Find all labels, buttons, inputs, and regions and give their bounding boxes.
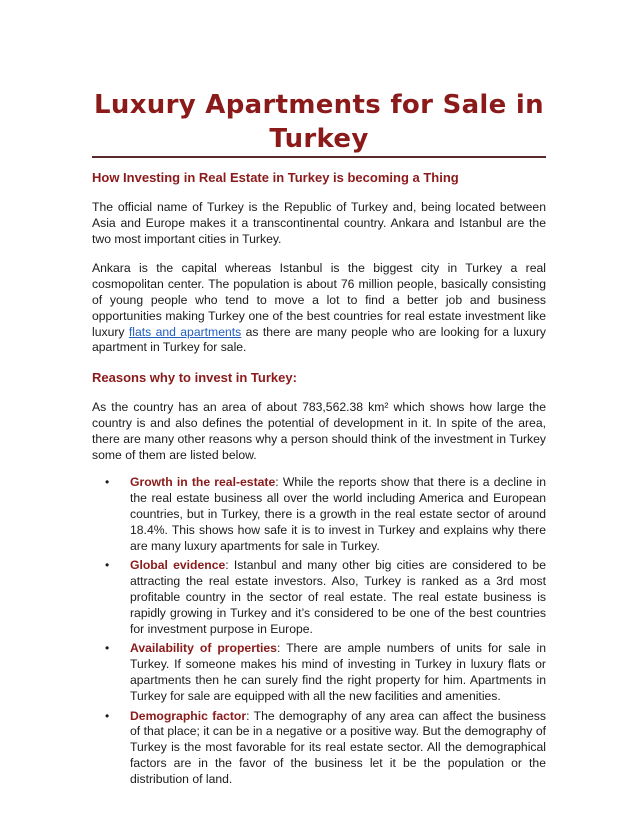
paragraph-cities-text-end: as there are many people who are looking for a luxury apartment in Turkey for sale. (92, 324, 546, 355)
list-item-text: : While the reports show that there is a decline in the real estate business all over the world including America and European countries, but in Turkey, there is a growth in the real estate sector of around 18.4%. This shows how safe it is to invest in Turkey and explains why there are many luxury apartments for sale in Turkey. (130, 475, 546, 553)
paragraph-cities-text: Ankara is the capital whereas Istanbul is the biggest city in Turkey a real cosmopolitan center. The population is about 76 million people, basically consisting of young people who tend to move a lot to find a better job and business opportunities making Turkey one of the best countries for real estate investment like luxury (92, 261, 546, 339)
paragraph-area: As the country has an area of about 783,562.38 km² which shows how large the country is and also defines the potential of development in it. In spite of the area, there are many other reasons why a person should think of the investment in Turkey some of them are listed below. (92, 400, 546, 462)
bullet-icon: • (105, 475, 110, 490)
section-heading-reasons: Reasons why to invest in Turkey: (92, 370, 297, 386)
document-title: Luxury Apartments for Sale in Turkey (94, 90, 544, 154)
list-item-term: Availability of properties (130, 641, 277, 656)
bullet-icon: • (105, 558, 110, 573)
list-item (105, 641, 546, 704)
list-item-term: Global evidence (130, 558, 226, 573)
list-item-term: Growth in the real-estate (130, 475, 276, 490)
list-item (105, 708, 546, 788)
paragraph-intro: The official name of Turkey is the Republic of Turkey and, being located between Asia and Europe makes it a transcontinental country. Ankara and Istanbul are the two most important cities in Turkey. (92, 200, 546, 246)
flats-apartments-link[interactable]: flats and apartments (128, 324, 242, 339)
reasons-list (92, 475, 546, 787)
list-item (105, 558, 546, 637)
list-item (105, 475, 546, 554)
bullet-icon: • (105, 708, 110, 723)
list-item-text: : Istanbul and many other big cities are considered to be attracting the real estate investors. Also, Turkey is ranked as a 3rd most profitable country in the sector of real estate. The real estate business is rapidly growing in Turkey and it’s considered to be one of the best countries for investment purpose in Europe. (130, 558, 546, 636)
bullet-icon: • (105, 641, 110, 656)
paragraph-cities (92, 261, 546, 356)
list-item-term: Demographic factor (130, 708, 247, 723)
list-item-text: : The demography of any area can affect the business of that place; it can be in a negative or a positive way. But the demography of Turkey is the most favorable for its real estate sector. All the demographical factors are in the favor of the business let it be the population or the distribution of land. (130, 708, 546, 786)
subtitle-heading: How Investing in Real Estate in Turkey is becoming a Thing (92, 170, 459, 185)
title-underline (92, 156, 546, 158)
list-item-text: : There are ample numbers of units for sale in Turkey. If someone makes his mind of investing in Turkey in luxury flats or apartments then he can surely find the right property for him. Apartments in Turkey for sale are equipped with all the new facilities and amenities. (130, 641, 546, 703)
